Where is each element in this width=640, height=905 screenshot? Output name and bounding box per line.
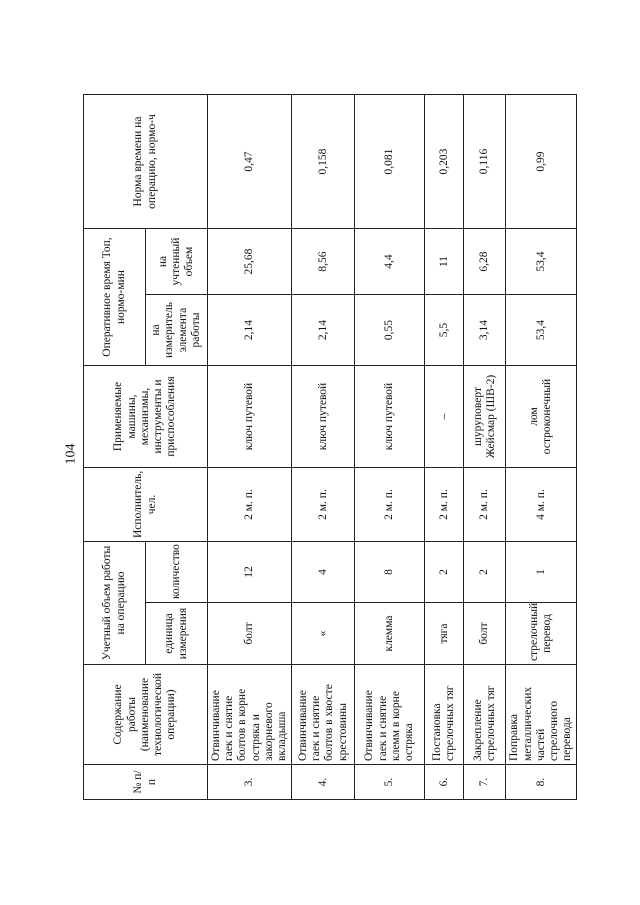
cell-tools: ключ путевой [355, 366, 425, 468]
cell-unit: болт [208, 603, 292, 665]
cell-tools: лом остроконечный [506, 366, 577, 468]
cell-unit: клемма [355, 603, 425, 665]
cell-per-volume: 53,4 [506, 229, 577, 295]
cell-tools: шуруповерт Жейсмар (ШВ-2) [464, 366, 506, 468]
header-norm: Норма времени на операцию, нормо-ч [84, 95, 208, 229]
cell-num: 3. [208, 765, 292, 800]
cell-num: 7. [464, 765, 506, 800]
cell-unit: стрелочный перевод [506, 603, 577, 665]
cell-tools: ключ путевой [208, 366, 292, 468]
cell-norm: 0,081 [355, 95, 425, 229]
cell-per-element: 2,14 [208, 295, 292, 366]
rotated-table-container [83, 95, 640, 800]
cell-per-volume: 4,4 [355, 229, 425, 295]
cell-num: 4. [292, 765, 355, 800]
header-per-volume: на учтенный объем [146, 229, 208, 295]
cell-num: 5. [355, 765, 425, 800]
cell-per-element: 53,4 [506, 295, 577, 366]
cell-per-volume: 8,56 [292, 229, 355, 295]
cell-content: Постановка стрелочных тяг [425, 665, 464, 765]
cell-norm: 0,116 [464, 95, 506, 229]
header-executor: Исполнитель, чел. [84, 468, 208, 542]
header-time-group: Оперативное время Топ, нормо-мин [84, 229, 146, 366]
norms-table [83, 94, 577, 800]
table-row [355, 95, 425, 800]
cell-qty: 8 [355, 542, 425, 603]
cell-executor: 4 м. п. [506, 468, 577, 542]
table-row [292, 95, 355, 800]
cell-content: Отвинчивание гаек и снятие болтов в хвосте крестовины [292, 665, 355, 765]
cell-per-volume: 25,68 [208, 229, 292, 295]
header-quantity: количество [146, 542, 208, 603]
cell-executor: 2 м. п. [464, 468, 506, 542]
cell-per-element: 2,14 [292, 295, 355, 366]
cell-qty: 12 [208, 542, 292, 603]
cell-executor: 2 м. п. [355, 468, 425, 542]
cell-content: Отвинчивание гаек и снятие клемм в корне остряка [355, 665, 425, 765]
cell-norm: 0,203 [425, 95, 464, 229]
cell-qty: 1 [506, 542, 577, 603]
cell-qty: 2 [464, 542, 506, 603]
table-row [464, 95, 506, 800]
cell-executor: 2 м. п. [425, 468, 464, 542]
cell-content: Закрепление стрелочных тяг [464, 665, 506, 765]
cell-num: 8. [506, 765, 577, 800]
header-unit: единица измерения [146, 603, 208, 665]
cell-content: Поправка металлических частей стрелочного перевода [506, 665, 577, 765]
cell-qty: 2 [425, 542, 464, 603]
cell-per-element: 5,5 [425, 295, 464, 366]
cell-tools: ключ путевой [292, 366, 355, 468]
cell-executor: 2 м. п. [292, 468, 355, 542]
cell-per-volume: 11 [425, 229, 464, 295]
header-per-element: на измеритель элемента работы [146, 295, 208, 366]
cell-norm: 0,47 [208, 95, 292, 229]
header-tools: Применяемые машины, механизмы, инструменты и приспособления [84, 366, 208, 468]
cell-qty: 4 [292, 542, 355, 603]
table-row [425, 95, 464, 800]
cell-unit: болт [464, 603, 506, 665]
cell-content: Отвинчивание гаек и снятие болтов в корне остряка и закорневого вкладыша [208, 665, 292, 765]
table-row [208, 95, 292, 800]
header-volume-group: Учетный объем работы на операцию [84, 542, 146, 665]
cell-per-element: 3,14 [464, 295, 506, 366]
header-num: № п/п [84, 765, 208, 800]
cell-per-element: 0,55 [355, 295, 425, 366]
table-row [506, 95, 577, 800]
cell-unit: тяга [425, 603, 464, 665]
cell-norm: 0,99 [506, 95, 577, 229]
cell-norm: 0,158 [292, 95, 355, 229]
header-content: Содержание работы (наименование технологической операции) [84, 665, 208, 765]
cell-num: 6. [425, 765, 464, 800]
cell-per-volume: 6,28 [464, 229, 506, 295]
cell-unit: « [292, 603, 355, 665]
page-number: 104 [63, 443, 78, 465]
cell-tools: – [425, 366, 464, 468]
cell-executor: 2 м. п. [208, 468, 292, 542]
